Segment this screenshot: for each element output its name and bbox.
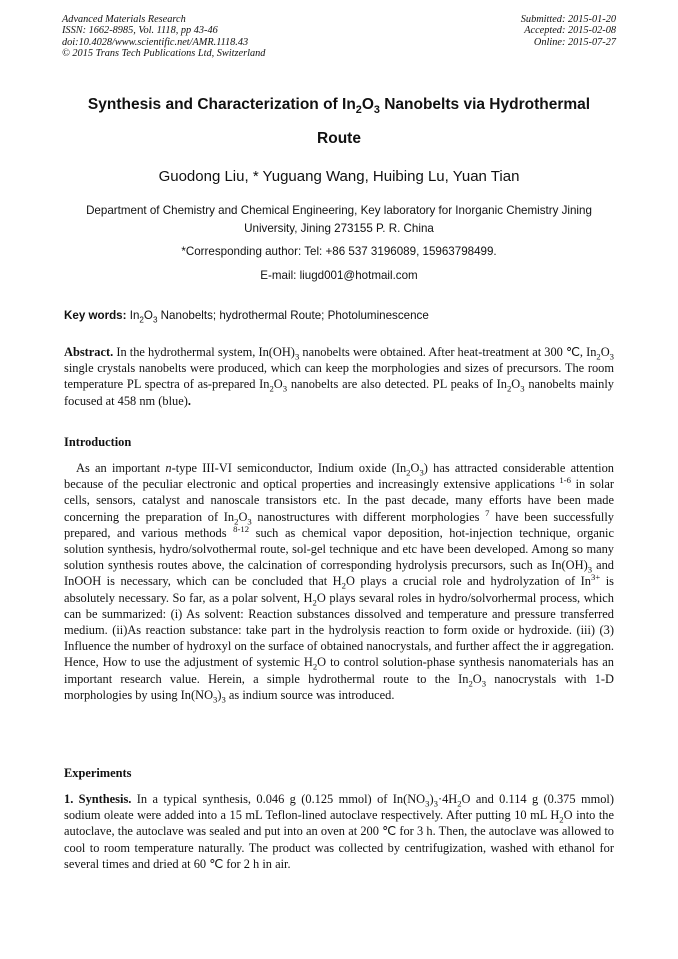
affiliation: Department of Chemistry and Chemical Engineering, Key laboratory for Inorganic Chemistry Jining University, Jining 273155 P. R. China [86,204,592,235]
abstract-label: Abstract. [64,345,114,359]
submitted-date: Submitted: 2015-01-20 [520,14,616,25]
corresponding-author: *Corresponding author: Tel: +86 537 3196089, 15963798499. [181,245,497,258]
journal-info [62,14,265,60]
paper-title: Synthesis and Characterization of $In_2O_3$ Nanobelts via Hydrothermal Route [87,96,591,147]
citation-ref: 8-12 [233,523,250,534]
introduction-heading: Introduction [64,435,132,449]
citation-ref: 1-6 [559,475,571,486]
publication-dates [521,14,616,48]
author-list: Guodong Liu, * Yuguang Wang, Huibing Lu, Yuan Tian [158,168,520,185]
issn-line: ISSN: 1662-8985, Vol. 1118, pp 43-46 [62,25,218,37]
copyright-line: © 2015 Trans Tech Publications Ltd, Switzerland [62,48,266,60]
experiments-heading: Experiments [64,766,132,780]
abstract-paragraph: Abstract. In the hydrothermal system, $In(OH)_3$ nanobelts were obtained. After heat-treatment at 300 ℃, $In_2O_3$ single crystals nanobelts were produced, which can keep the morphologies and sizes of precursors. The room temperature PL spectra of as-prepared $In_2O_3$ nanobelts are also detected. PL peaks of $In_2O_3$ nanobelts mainly focused at 458 nm (blue). [64,345,614,408]
citation-ref: 7 [485,507,490,518]
author-email: E-mail: liugd001@hotmail.com [260,269,418,282]
synthesis-label: 1. Synthesis. [64,792,132,806]
synthesis-paragraph: 1. Synthesis. In a typical synthesis, 0.046 g (0.125 mmol) of $In(NO_3)_3\cdot 4H_2O$ and 0.114 g (0.375 mmol) sodium oleate were added into a 15 mL Teflon-lined autoclave respectively. After putting 10 mL $H_2O$ into the autoclave, the autoclave was sealed and put into an oven at 200 ℃ for 3 h. Then, the autoclave was allowed to cool to room temperature naturally. The product was collected by centrifugization, washed with ethanol for several times and dried at 60 ℃ for 2 h in air. [64,792,614,871]
keywords-label: Key words: [64,309,127,322]
doi-line: doi:10.4028/www.scientific.net/AMR.1118.43 [62,36,249,48]
accepted-date: Accepted: 2015-02-08 [524,25,616,37]
journal-name: Advanced Materials Research [62,14,186,25]
introduction-paragraph: As an important n-type III-VI semiconductor, Indium oxide $(In_2O_3)$ has attracted considerable attention because of the peculiar electronic and optical properties and increasingly extensive applications $^{1-6}$ in solar cells, sensors, catalyst and nanoscale transistors etc. In the past decade, many efforts have been made concerning the preparation of $In_2O_3$ nanostructures with different morphologies $^7$ have been successfully prepared, and various methods $^{8-12}$ such as chemical vapor deposition, hot-injection technique, organic solution synthesis, hydro/solvothermal route, sol-gel technique and etc have been developed. Among so many solution synthesis routes above, the calcination of corresponding hydrolysis precursors, such as $In(OH)_3$ and InOOH is necessary, which can be concluded that $H_2O$ plays a crucial role and hydrolyzation of $In^{3+}$ is absolutely necessary. So far, as a polar solvent, $H_2O$ plays sevaral roles in hydro/solvorhermal process, which can be summarized: (i) As solvent: Reaction substances dissolved and temperature and pressure transferred medium. (ii)As reaction substance: take part in the hydrolysis reaction to form oxide or hydroxide. (iii) (3) Influence the number of hydroxyl on the surface of obtained nanocrystals, and further affect the ir aggregation. Hence, How to use the adjustment of systemic $H_2O$ to control solution-phase synthesis nanomaterials has an important research value. Herein, a simple hydrothermal route to the $In_2O_3$ nanocrystals with 1-D morphologies by using $In(NO_3)_3$ as indium source was introduced. [64,461,614,705]
online-date: Online: 2015-07-27 [533,36,616,48]
keywords: Key words: $In_2O_3$ Nanobelts; hydrothermal Route; Photoluminescence [64,309,429,325]
